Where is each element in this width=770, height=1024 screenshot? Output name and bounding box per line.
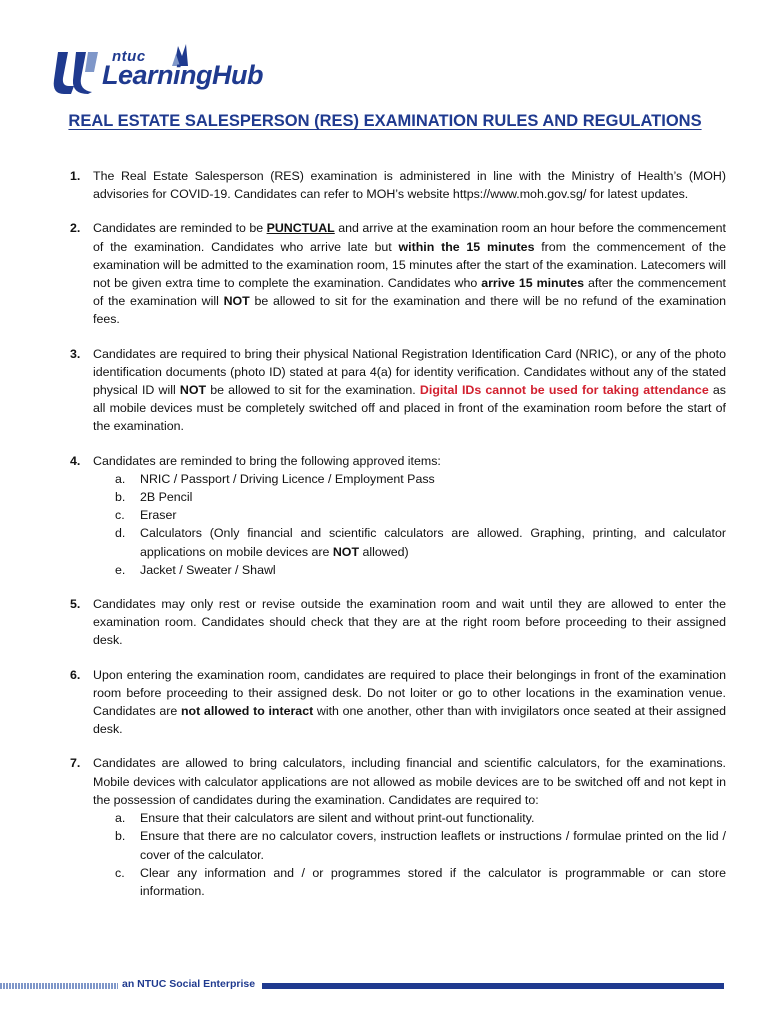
rule-5: [70, 595, 726, 650]
item-letter: c.: [115, 865, 125, 880]
item-letter: d.: [115, 526, 126, 541]
rule-4: [70, 452, 726, 579]
rule-2: [70, 219, 726, 328]
rule-text: with one another, other than with invigilators once seated at their assigned desk.: [93, 704, 726, 737]
list-item: [93, 809, 726, 827]
rule-text: Candidates may only rest or revise outside the examination room and wait until they are allowed to enter the examination room. Candidates should check that they are at the right room before proceeding to their assigned desk.: [93, 597, 726, 648]
not-emphasis: NOT: [332, 544, 360, 559]
rule-text: be allowed to sit for the examination and there will be no refund of the examination fees.: [93, 294, 726, 327]
not-emphasis: NOT: [179, 383, 207, 398]
rule-number: 7.: [70, 756, 81, 771]
list-item: [93, 470, 726, 488]
rule-7: [70, 754, 726, 900]
footer-bar-left: [0, 983, 118, 989]
rules-body: [70, 167, 726, 916]
footer-tagline: an NTUC Social Enterprise: [122, 978, 256, 990]
rule-number: 4.: [70, 453, 81, 468]
rule-number: 5.: [70, 597, 81, 612]
rule-1: [70, 167, 726, 203]
list-item: [93, 827, 726, 863]
rule-text: be allowed to sit for the examination.: [206, 383, 420, 398]
rule-text: Candidates are required to bring their physical National Registration Identification Card (NRIC), or any of the photo identification documents (photo ID) stated at para 4(a) for identity verification. Candidates without any of the stated physical ID will: [93, 346, 726, 398]
rule-number: 3.: [70, 346, 81, 361]
page-footer: [0, 978, 770, 994]
rule-text: Candidates are reminded to be: [93, 221, 267, 236]
item-letter: a.: [115, 811, 126, 826]
rules-list: [70, 167, 726, 900]
item-text: Eraser: [140, 508, 177, 523]
rule-number: 1.: [70, 169, 81, 183]
rule-3: [70, 345, 726, 436]
item-letter: a.: [115, 471, 126, 486]
rule-number: 2.: [70, 221, 81, 236]
arrive-15-emphasis: arrive 15 minutes: [481, 276, 585, 291]
list-item: [93, 561, 726, 579]
item-text: NRIC / Passport / Driving Licence / Employment Pass: [140, 471, 435, 486]
logo-learninghub-text: LearningHub: [102, 60, 263, 90]
rule-6: [70, 666, 726, 739]
learninghub-u-icon: [52, 48, 100, 96]
rule-text: after the commencement of the examination will: [93, 276, 726, 309]
ntuc-learninghub-logo: [52, 42, 263, 100]
item-letter: e.: [115, 562, 126, 577]
list-item: [93, 488, 726, 506]
list-item: [93, 864, 726, 900]
item-text: Jacket / Sweater / Shawl: [140, 562, 276, 577]
item-text: Clear any information and / or programmes stored if the calculator is programmable or can store information.: [140, 865, 726, 898]
no-interaction-emphasis: not allowed to interact: [180, 704, 314, 719]
logo-ntuc-text: ntuc: [112, 48, 146, 65]
approved-items-list: [93, 470, 726, 579]
rule-text: Candidates are allowed to bring calculators, including financial and scientific calculators, for the examinations. Mobile devices with calculator applications are not allowed as mobile devices are to be switched off and not kept in the possession of candidates during the examination. Candidates are required to:: [93, 756, 726, 807]
digital-id-warning: Digital IDs cannot be used for taking attendance: [419, 383, 709, 398]
within-15-emphasis: within the 15 minutes: [398, 239, 535, 254]
page-title: REAL ESTATE SALESPERSON (RES) EXAMINATION RULES AND REGULATIONS: [68, 112, 702, 130]
rule-text: Candidates are reminded to bring the following approved items:: [93, 453, 441, 468]
rule-number: 6.: [70, 667, 81, 682]
item-letter: c.: [115, 508, 125, 523]
item-text: 2B Pencil: [140, 490, 193, 505]
item-text: Ensure that their calculators are silent and without print-out functionality.: [140, 811, 535, 826]
not-emphasis: NOT: [223, 294, 250, 309]
item-letter: b.: [115, 829, 126, 844]
item-text: allowed): [359, 544, 409, 559]
rule-text: Upon entering the examination room, candidates are required to place their belongings in front of the examination room before proceeding to their assigned desk. Do not loiter or go to other locations in the examination venue. Candidates are: [93, 667, 726, 719]
item-text: Calculators (Only financial and scientific calculators are allowed. Graphing, printing, and calculator applications on mobile devices are: [140, 526, 726, 559]
rule-text: as all mobile devices must be completely switched off and placed in front of the examination room before the start of the examination.: [93, 383, 726, 434]
punctual-emphasis: PUNCTUAL: [266, 221, 335, 236]
list-item: [93, 524, 726, 560]
list-item: [93, 506, 726, 524]
item-letter: b.: [115, 490, 126, 505]
rule-text: and arrive at the examination room an hour before the commencement of the examination. Candidates who arrive late but: [93, 221, 726, 254]
footer-bar-right: [262, 983, 724, 989]
rule-text: The Real Estate Salesperson (RES) examination is administered in line with the Ministry of Health’s (MOH) advisories for COVID-19. Candidates can refer to MOH’s website https://www.moh.gov.sg/ for latest updates.: [93, 169, 726, 202]
calculator-requirements-list: [93, 809, 726, 900]
item-text: Ensure that there are no calculator covers, instruction leaflets or instructions / formulae printed on the lid / cover of the calculator.: [140, 829, 726, 862]
rule-text: from the commencement of the examination will be admitted to the examination room, 15 minutes after the start of the examination. Latecomers will not be given extra time to complete the examination. Candidates who: [93, 239, 726, 291]
